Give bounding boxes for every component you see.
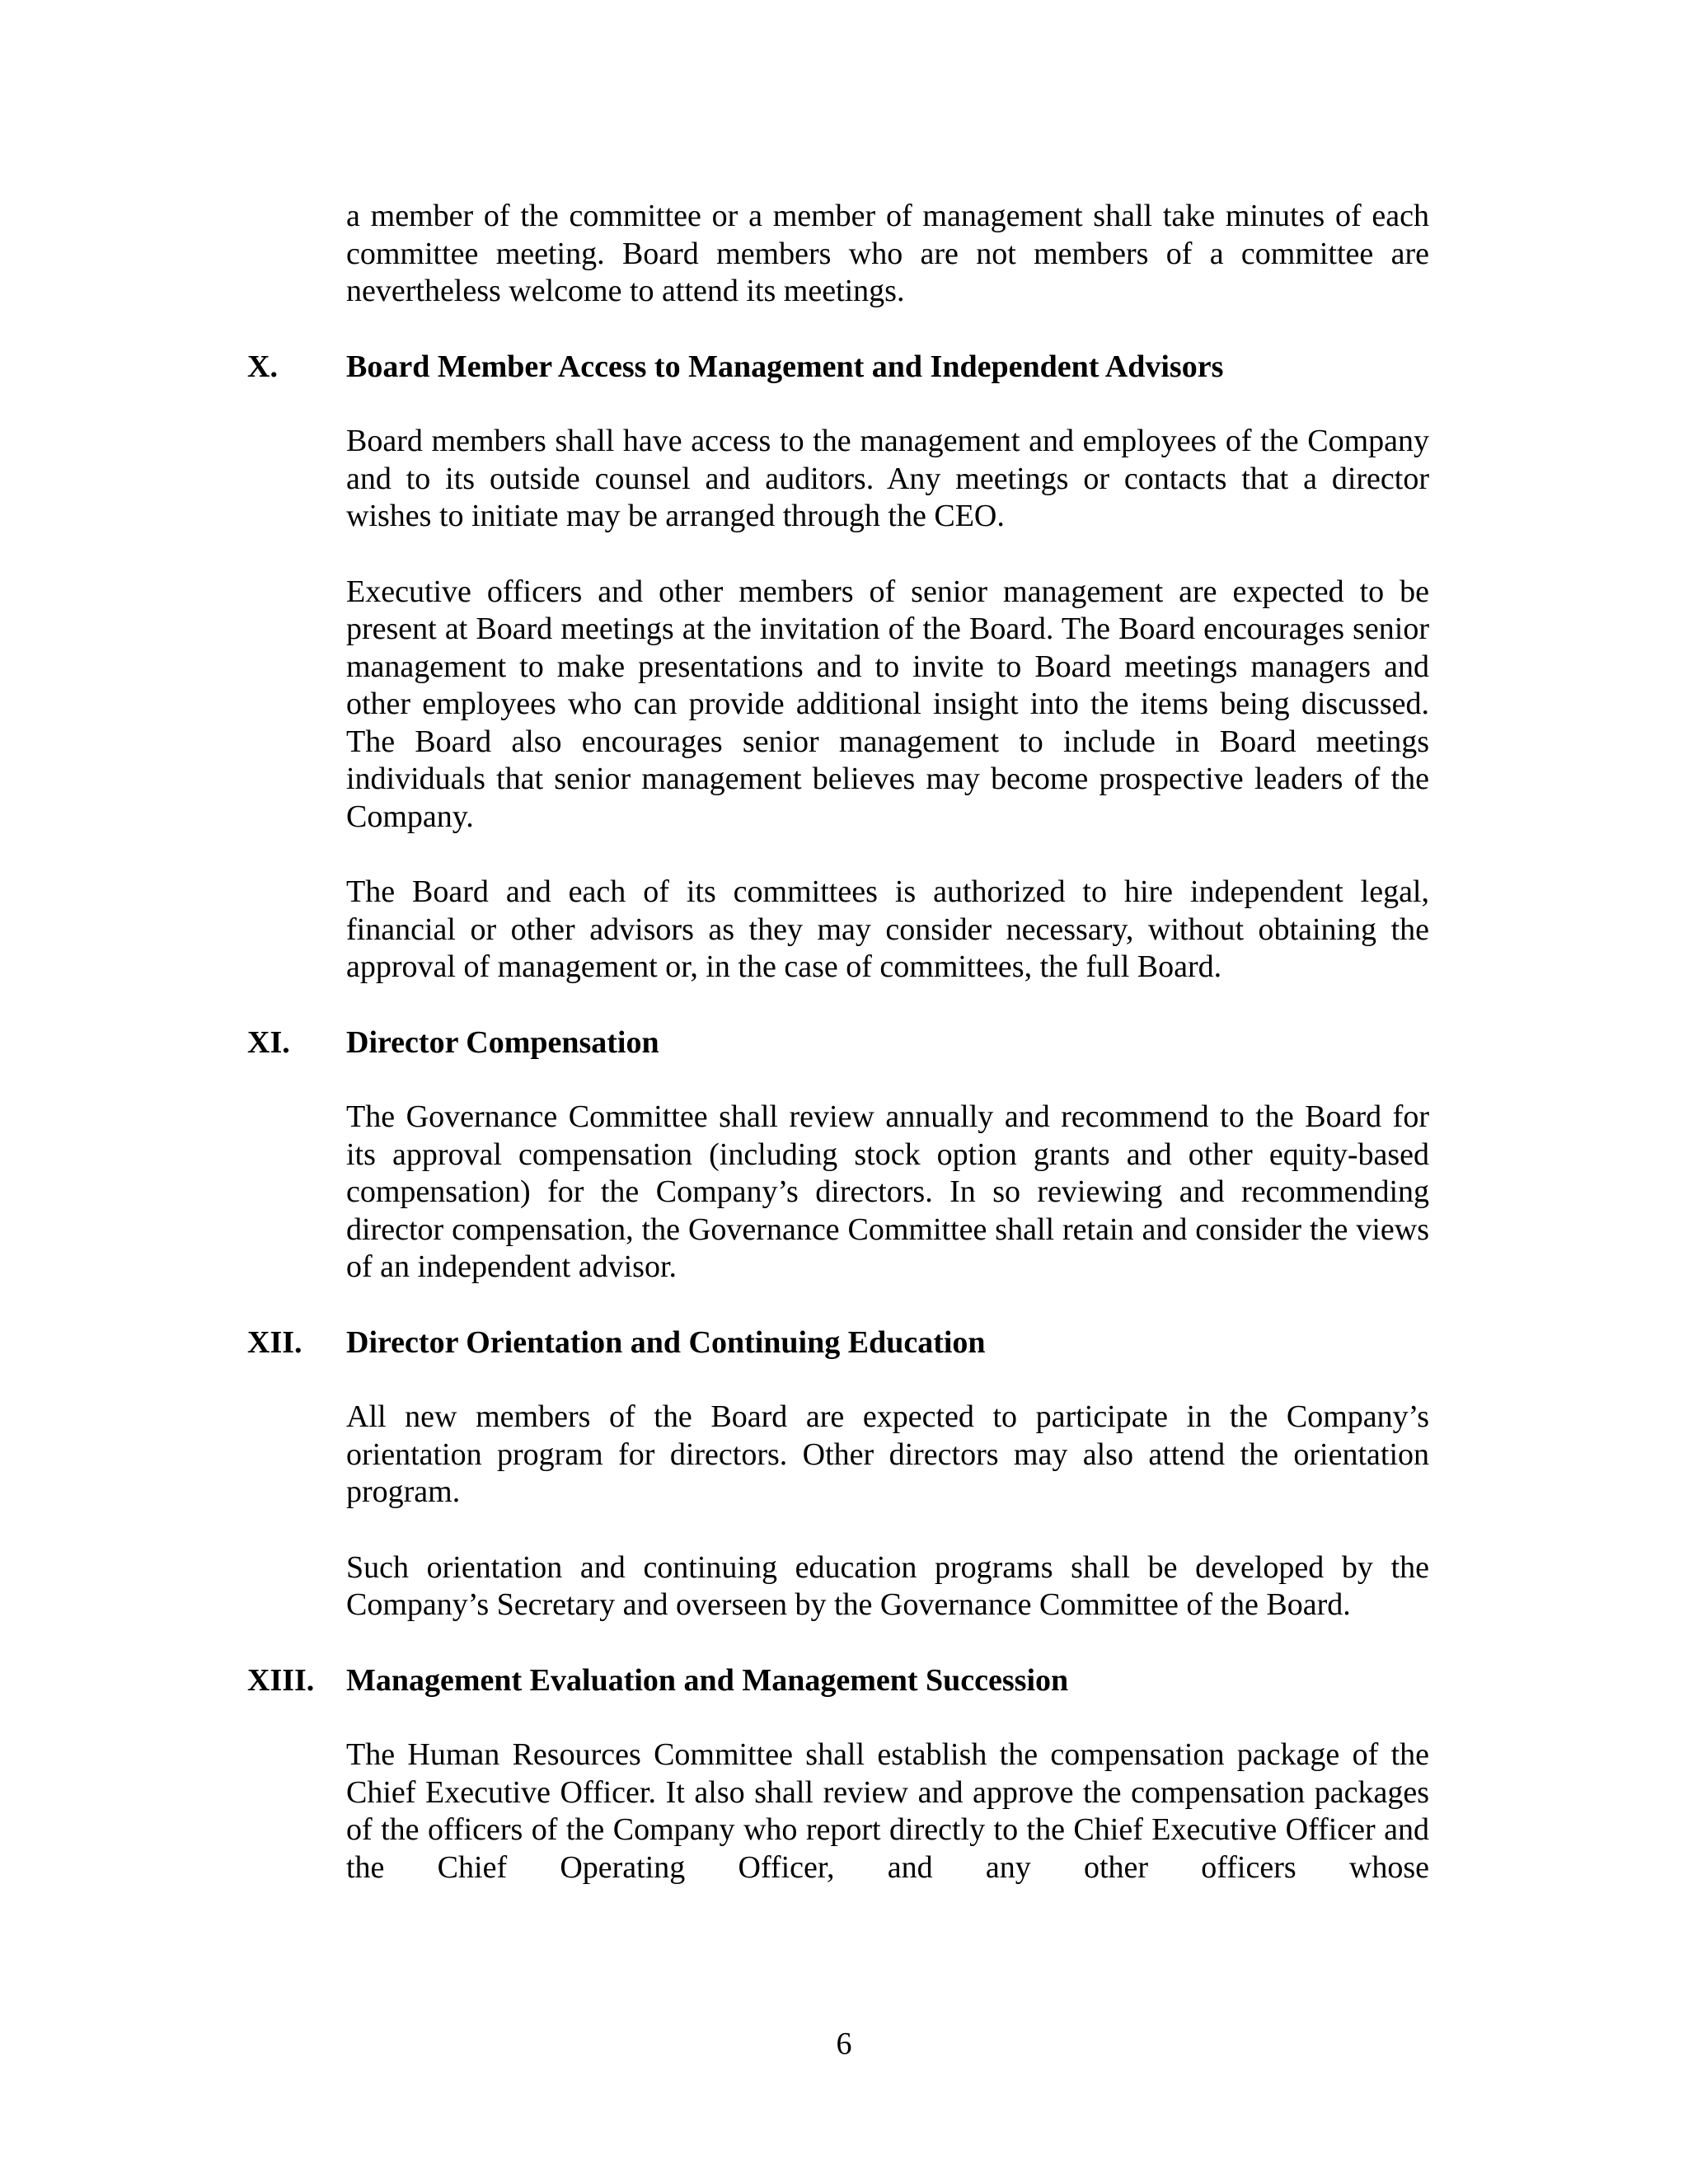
section-paragraph: Such orientation and continuing education programs shall be developed by the Company’s Secretary and overseen by the Governance Committee of the Board. bbox=[346, 1549, 1429, 1622]
section-paragraph: Board members shall have access to the management and employees of the Company and to its outside counsel and auditors. Any meetings or contacts that a director wishes to initiate may be arranged through the CEO. bbox=[346, 424, 1429, 533]
section-paragraph: All new members of the Board are expected to participate in the Company’s orientation program for directors. Other directors may also attend the orientation program. bbox=[346, 1399, 1429, 1509]
section-title: Director Compensation bbox=[346, 1024, 659, 1060]
page-number: 6 bbox=[836, 2027, 852, 2061]
section-number: XI. bbox=[247, 1024, 290, 1060]
section-heading-xii bbox=[247, 1324, 1429, 1362]
section-number: XII. bbox=[247, 1324, 302, 1360]
section-paragraph: Executive officers and other members of senior management are expected to be present at Board meetings at the invitation of the Board. The Board encourages senior management to make presentations and to invite to Board meetings managers and other employees who can provide additional insight into the items being discussed. The Board also encourages senior management to include in Board meetings individuals that senior management believes may become prospective leaders of the Company. bbox=[346, 574, 1429, 834]
section-number: X. bbox=[247, 349, 278, 384]
section-paragraph: The Board and each of its committees is authorized to hire independent legal, financial or other advisors as they may consider necessary, without obtaining the approval of management or, in the case of committees, the full Board. bbox=[346, 874, 1429, 984]
section-paragraph: The Human Resources Committee shall establish the compensation package of the Chief Executive Officer. It also shall review and approve the compensation packages of the officers of the Company who report directly to the Chief Executive Officer and the Chief Operating Officer, and any other officers whose bbox=[346, 1737, 1429, 1885]
section-title: Management Evaluation and Management Succession bbox=[346, 1662, 1069, 1698]
intro-paragraph: a member of the committee or a member of management shall take minutes of each committee meeting. Board members who are not members of a committee are nevertheless welcome to attend its meetings. bbox=[346, 199, 1429, 308]
page-content bbox=[247, 198, 1429, 1924]
section-title: Director Orientation and Continuing Education bbox=[346, 1324, 986, 1360]
section-paragraph: The Governance Committee shall review annually and recommend to the Board for its approval compensation (including stock option grants and other equity-based compensation) for the Company’s directors. In so reviewing and recommending director compensation, the Governance Committee shall retain and consider the views of an independent advisor. bbox=[346, 1099, 1429, 1284]
section-heading-x bbox=[247, 349, 1429, 387]
section-heading-xi bbox=[247, 1024, 1429, 1062]
section-number: XIII. bbox=[247, 1662, 315, 1698]
section-heading-xiii bbox=[247, 1662, 1429, 1700]
section-title: Board Member Access to Management and Independent Advisors bbox=[346, 349, 1224, 384]
